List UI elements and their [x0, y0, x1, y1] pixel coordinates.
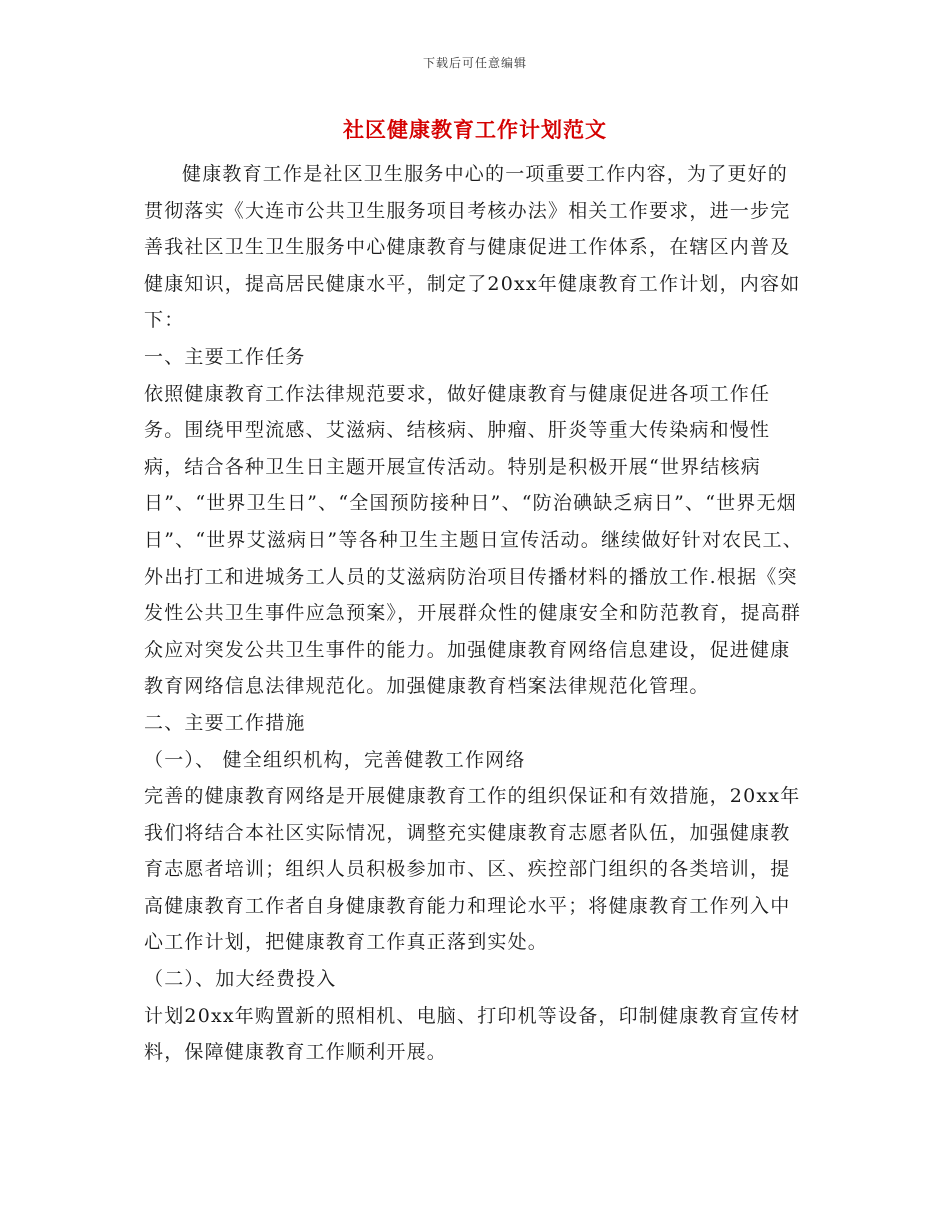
section-heading-1: 一、主要工作任务 [144, 345, 306, 368]
section-heading-2: 二、主要工作措施 [144, 711, 306, 734]
subsection-1-paragraph: 完善的健康教育网络是开展健康教育工作的组织保证和有效措施，20xx年我们将结合本社区实际情况，调整充实健康教育志愿者队伍，加强健康教育志愿者培训；组织人员积极参加市、区、疾控部门组织的各类培训，提高健康教育工作者自身健康教育能力和理论水平；将健康教育工作列入中心工作计划，把健康教育工作真正落到实处。 [144, 785, 801, 954]
subsection-2-paragraph: 计划20xx年购置新的照相机、电脑、打印机等设备，印制健康教育宣传材料，保障健康教育工作顺利开展。 [144, 1004, 801, 1064]
header-note: 下载后可任意编辑 [422, 56, 527, 70]
subsection-heading-1: （一）、 健全组织机构，完善健教工作网络 [144, 748, 526, 771]
document-title: 社区健康教育工作计划范文 [343, 117, 607, 142]
section-1-paragraph: 依照健康教育工作法律规范要求，做好健康教育与健康促进各项工作任务。围绕甲型流感、艾滋病、结核病、肿瘤、肝炎等重大传染病和慢性病，结合各种卫生日主题开展宣传活动。特别是积极开展“世界结核病日”、“世界卫生日”、“全国预防接种日”、“防治碘缺乏病日”、“世界无烟日”、“世界艾滋病日”等各种卫生主题日宣传活动。继续做好针对农民工、外出打工和进城务工人员的艾滋病防治项目传播材料的播放工作.根据《突发性公共卫生事件应急预案》，开展群众性的健康安全和防范教育，提高群众应对突发公共卫生事件的能力。加强健康教育网络信息建设，促进健康教育网络信息法律规范化。加强健康教育档案法律规范化管理。 [144, 382, 803, 698]
document-body [144, 156, 804, 1071]
subsection-heading-2: （二）、加大经费投入 [144, 968, 337, 991]
intro-paragraph: 健康教育工作是社区卫生服务中心的一项重要工作内容，为了更好的贯彻落实《大连市公共卫生服务项目考核办法》相关工作要求，进一步完善我社区卫生卫生服务中心健康教育与健康促进工作体系，在辖区内普及健康知识，提高居民健康水平，制定了20xx年健康教育工作计划，内容如下： [144, 163, 801, 332]
